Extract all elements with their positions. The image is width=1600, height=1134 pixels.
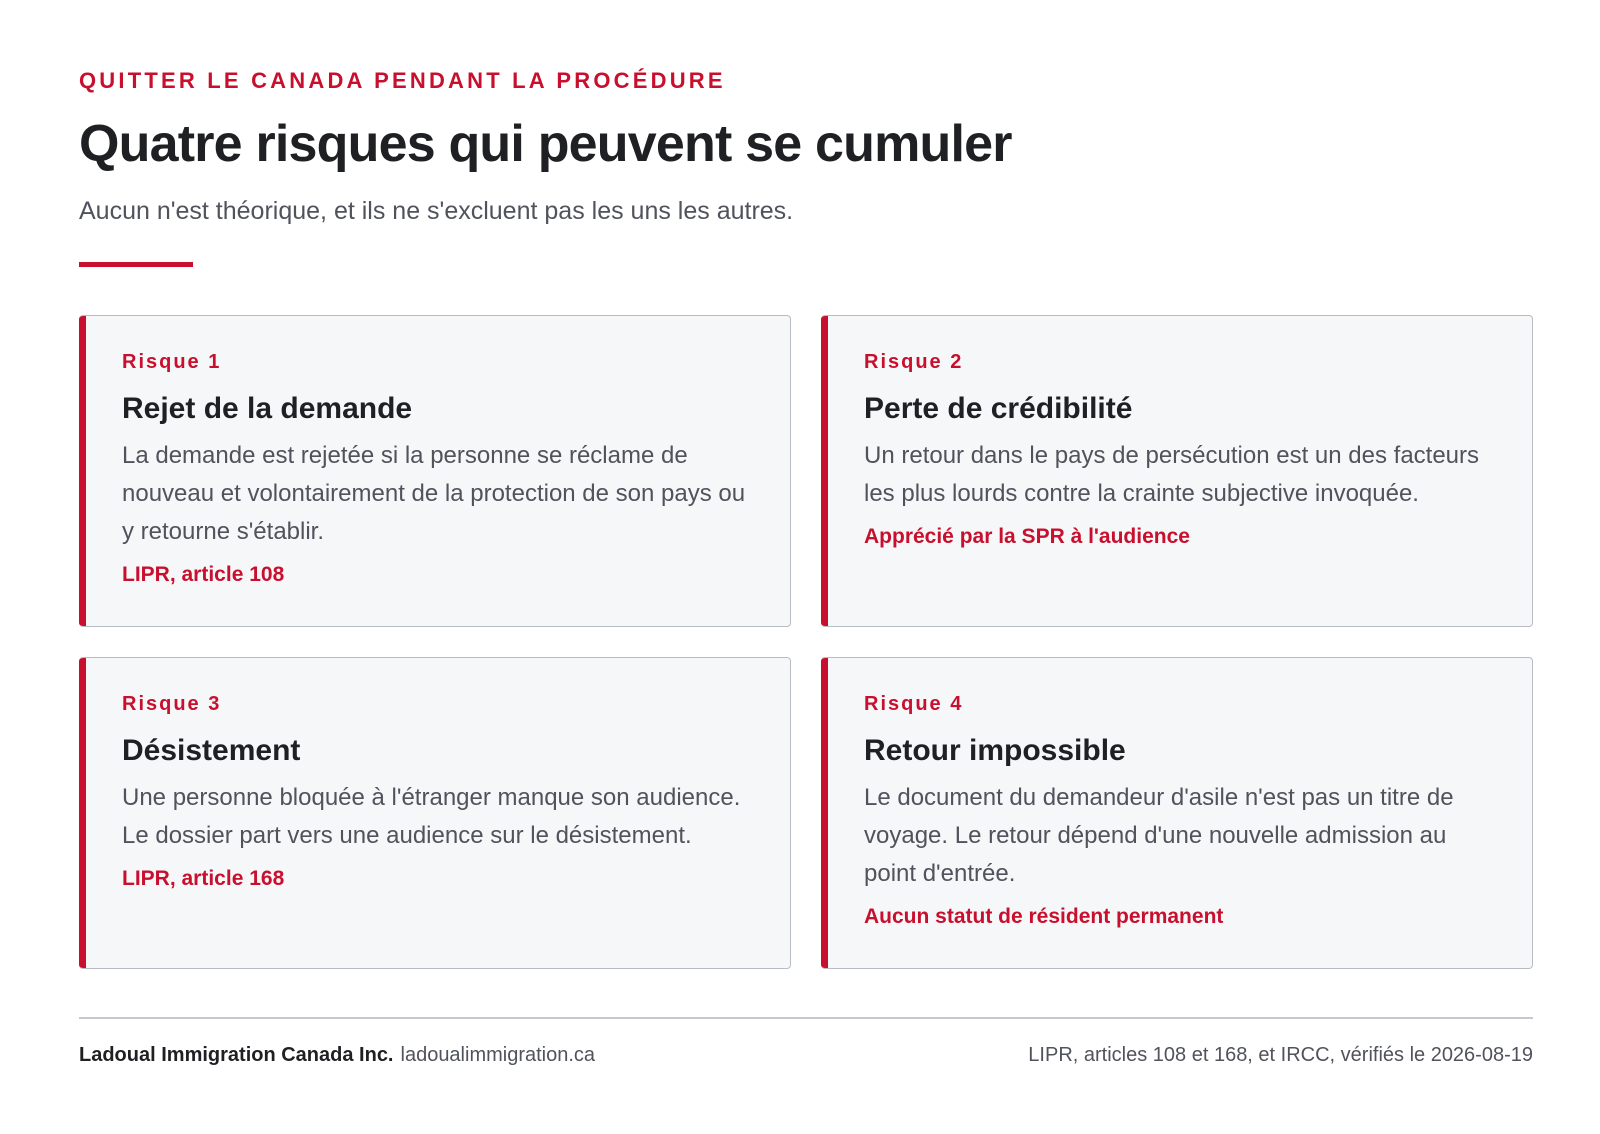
card-body: Le document du demandeur d'asile n'est pas un titre de voyage. Le retour dépend d'une nouvelle admission au point d'entrée. [864, 784, 1454, 887]
footer [79, 1044, 1533, 1067]
card-reference: Apprécié par la SPR à l'audience [864, 525, 1190, 548]
card-accent-bar [821, 316, 828, 626]
card-reference: Aucun statut de résident permanent [864, 905, 1224, 928]
card-title: Désistement [122, 734, 301, 767]
card-content [864, 692, 1502, 931]
card-content [122, 692, 760, 893]
card-accent-bar [79, 316, 86, 626]
card-content [864, 350, 1502, 551]
card-title: Perte de crédibilité [864, 392, 1133, 425]
risk-card-3 [79, 657, 791, 969]
risk-card-grid [79, 315, 1533, 969]
card-body: Un retour dans le pays de persécution est un des facteurs les plus lourds contre la crainte subjective invoquée. [864, 442, 1480, 507]
card-accent-bar [79, 658, 86, 968]
document-page [79, 0, 1533, 1134]
card-body: La demande est rejetée si la personne se réclame de nouveau et volontairement de la protection de son pays ou y retourne s'établir. [122, 442, 746, 545]
card-kicker: Risque 2 [864, 351, 964, 373]
card-reference: LIPR, article 108 [122, 563, 285, 586]
card-kicker: Risque 4 [864, 693, 964, 715]
eyebrow-label: QUITTER LE CANADA PENDANT LA PROCÉDURE [79, 68, 726, 93]
card-reference: LIPR, article 168 [122, 867, 285, 890]
risk-card-1 [79, 315, 791, 627]
risk-card-4 [821, 657, 1533, 969]
card-kicker: Risque 3 [122, 693, 222, 715]
footer-brand-block [79, 1044, 595, 1067]
accent-divider [79, 262, 193, 267]
footer-divider [79, 1017, 1533, 1019]
card-accent-bar [821, 658, 828, 968]
footer-website: ladoualimmigration.ca [400, 1044, 596, 1066]
card-content [122, 350, 760, 589]
footer-brand: Ladoual Immigration Canada Inc. [79, 1044, 394, 1066]
card-title: Rejet de la demande [122, 392, 413, 425]
risk-card-2 [821, 315, 1533, 627]
card-kicker: Risque 1 [122, 351, 222, 373]
page-title: Quatre risques qui peuvent se cumuler [79, 115, 1012, 173]
card-title: Retour impossible [864, 734, 1126, 767]
card-body: Une personne bloquée à l'étranger manque son audience. Le dossier part vers une audience sur le désistement. [122, 784, 741, 849]
page-subtitle: Aucun n'est théorique, et ils ne s'excluent pas les uns les autres. [79, 197, 794, 225]
footer-sources: LIPR, articles 108 et 168, et IRCC, vérifiés le 2026-08-19 [1028, 1044, 1533, 1066]
